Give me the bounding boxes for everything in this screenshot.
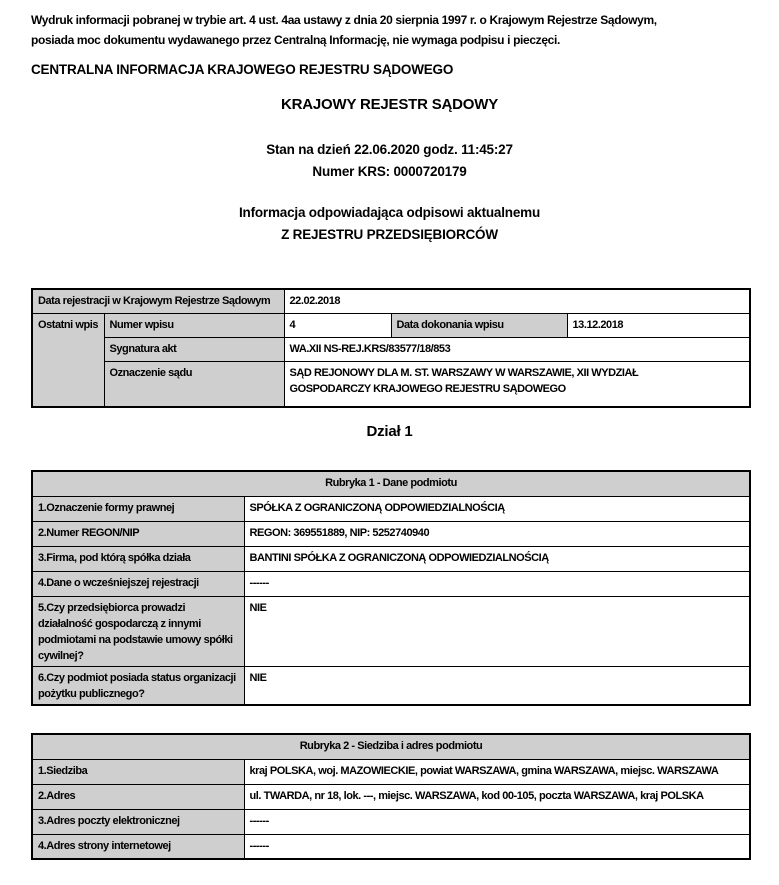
- cell-value: kraj POLSKA, woj. MAZOWIECKIE, powiat WARSZAWA, gmina WARSZAWA, miejsc. WARSZAWA: [244, 759, 750, 784]
- status-line: Stan na dzień 22.06.2020 godz. 11:45:27: [266, 142, 513, 157]
- entry-date-value: 13.12.2018: [567, 313, 750, 337]
- cell-value: ------: [244, 809, 750, 834]
- rubryka-2-title: Rubryka 2 - Siedziba i adres podmiotu: [32, 734, 750, 759]
- court-designation-row: [32, 361, 750, 407]
- cell-value: ------: [244, 571, 750, 596]
- krs-number-line: Numer KRS: 0000720179: [312, 164, 467, 179]
- intro-line-1: Wydruk informacji pobranej w trybie art. 4 ust. 4aa ustawy z dnia 20 sierpnia 1997 r. o Krajowym Rejestrze Sądowym,: [31, 13, 657, 27]
- entry-number-label: Numer wpisu: [104, 313, 284, 337]
- rubryka-1-title: Rubryka 1 - Dane podmiotu: [32, 471, 750, 496]
- info-block: [0, 202, 779, 246]
- cell-value: NIE: [244, 666, 750, 705]
- intro-paragraph: [31, 10, 751, 50]
- rubryka-2-table: [31, 733, 751, 860]
- rubryka-1-header-row: [32, 471, 750, 496]
- court-designation-label: Oznaczenie sądu: [104, 361, 284, 407]
- cell-label: 1.Oznaczenie formy prawnej: [32, 496, 244, 521]
- cell-label: 3.Firma, pod którą spółka działa: [32, 546, 244, 571]
- cell-value: BANTINI SPÓŁKA Z OGRANICZONĄ ODPOWIEDZIALNOŚCIĄ: [244, 546, 750, 571]
- case-signature-row: [32, 337, 750, 361]
- cell-label: 1.Siedziba: [32, 759, 244, 784]
- cell-value: SPÓŁKA Z OGRANICZONĄ ODPOWIEDZIALNOŚCIĄ: [244, 496, 750, 521]
- table-row: [32, 521, 750, 546]
- intro-line-2: posiada moc dokumentu wydawanego przez Centralną Informację, nie wymaga podpisu i pieczęci.: [31, 33, 560, 47]
- table-row: [32, 809, 750, 834]
- cell-value: REGON: 369551889, NIP: 5252740940: [244, 521, 750, 546]
- register-title: KRAJOWY REJESTR SĄDOWY: [280, 96, 499, 113]
- status-block: [0, 139, 779, 183]
- rubryka-2-header-row: [32, 734, 750, 759]
- table-row: [32, 546, 750, 571]
- case-signature-label: Sygnatura akt: [104, 337, 284, 361]
- table-row: [32, 784, 750, 809]
- authority-title: CENTRALNA INFORMACJA KRAJOWEGO REJESTRU SĄDOWEGO: [31, 62, 454, 77]
- case-signature-value: WA.XII NS-REJ.KRS/83577/18/853: [284, 337, 750, 361]
- registration-date-value: 22.02.2018: [284, 289, 750, 313]
- registration-date-row: [32, 289, 750, 313]
- rubryka-1-table: [31, 470, 751, 706]
- table-row: [32, 759, 750, 784]
- cell-label: 5.Czy przedsiębiorca prowadzi działalność gospodarczą z innymi podmiotami na podstawie umowy spółki cywilnej?: [32, 596, 244, 666]
- registration-date-label: Data rejestracji w Krajowym Rejestrze Sądowym: [32, 289, 284, 313]
- cell-label: 3.Adres poczty elektronicznej: [32, 809, 244, 834]
- last-entry-number-row: [32, 313, 750, 337]
- cell-value: NIE: [244, 596, 750, 666]
- entry-date-label: Data dokonania wpisu: [391, 313, 567, 337]
- table-row: [32, 571, 750, 596]
- cell-value: ul. TWARDA, nr 18, lok. ---, miejsc. WARSZAWA, kod 00-105, poczta WARSZAWA, kraj POLSKA: [244, 784, 750, 809]
- table-row: [32, 496, 750, 521]
- cell-value: ------: [244, 834, 750, 859]
- last-entry-label: Ostatni wpis: [32, 313, 104, 407]
- table-row: [32, 834, 750, 859]
- cell-label: 2.Adres: [32, 784, 244, 809]
- cell-label: 6.Czy podmiot posiada status organizacji pożytku publicznego?: [32, 666, 244, 705]
- section-title-dzial-1: Dział 1: [366, 423, 413, 440]
- cell-label: 2.Numer REGON/NIP: [32, 521, 244, 546]
- court-designation-value: [284, 361, 750, 407]
- cell-label: 4.Adres strony internetowej: [32, 834, 244, 859]
- info-line-1: Informacja odpowiadająca odpisowi aktualnemu: [238, 205, 540, 220]
- entry-number-value: 4: [284, 313, 391, 337]
- registration-table: [31, 288, 751, 408]
- table-row: [32, 666, 750, 705]
- court-designation-text: SĄD REJONOWY DLA M. ST. WARSZAWY W WARSZAWIE, XII WYDZIAŁ GOSPODARCZY KRAJOWEGO REJESTRU SĄDOWEGO: [289, 366, 639, 395]
- cell-label: 4.Dane o wcześniejszej rejestracji: [32, 571, 244, 596]
- info-line-2: Z REJESTRU PRZEDSIĘBIORCÓW: [281, 227, 498, 242]
- table-row: [32, 596, 750, 666]
